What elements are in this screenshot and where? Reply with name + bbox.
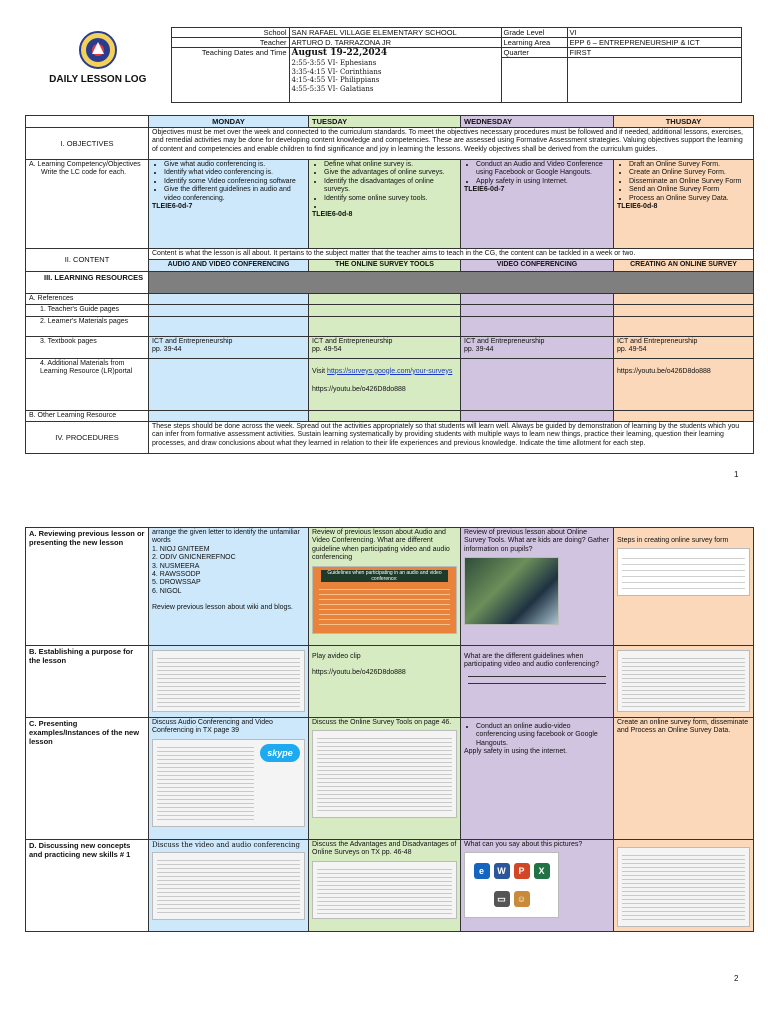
procedures-text: These steps should be done across the week. Spread out the activities appropriately so that students will learn well. Always be guided by demonstration of learning by the students which you can infer from formative assessment activities. Sustain learning systematically by providing students with multiple ways to learn new things, practice their learning, question their learning processes, and draw conclusions about what they learned in relation to their life experiences and previous knowledge. Indicate the time allotment for each step. bbox=[149, 421, 754, 453]
purpose-label: B. Establishing a purpose for the lesson bbox=[26, 646, 149, 718]
tb-label: 3. Textbook pages bbox=[26, 336, 149, 358]
presenting-text: Discuss Audio Conferencing and Video Conferencing in TX page 39 bbox=[152, 719, 273, 735]
blank-cell bbox=[149, 410, 309, 421]
purpose-wednesday bbox=[461, 646, 614, 718]
play-video-text: Play avideo clip bbox=[312, 653, 361, 660]
objective-item: • Draft an Online Survey Form. bbox=[629, 161, 750, 169]
advantages-image bbox=[617, 650, 750, 712]
blank-cell bbox=[309, 316, 461, 336]
time-slot: 2:55-3:55 VI- Ephesians bbox=[291, 58, 377, 67]
content-monday: AUDIO AND VIDEO CONFERENCING bbox=[149, 260, 309, 271]
quarter-label: Quarter bbox=[501, 48, 567, 58]
review-text: Review of previous lesson about Online Survey Tools. What are kids are doing? Gather information on pupils? bbox=[464, 529, 610, 553]
references-label: A. References bbox=[26, 293, 149, 304]
competency-thursday bbox=[614, 160, 754, 249]
discussing-text: Discuss the Advantages and Disadvantages of Online Surveys on TX pp. 46-48 bbox=[312, 841, 457, 857]
objectives-label: I. OBJECTIVES bbox=[26, 128, 149, 160]
textbook-title: ICT and Entrepreneurship bbox=[312, 337, 393, 345]
time-slot: 4:55-5:35 VI- Galatians bbox=[291, 85, 374, 94]
presenting-text: Discuss the Online Survey Tools on page 46. bbox=[312, 719, 452, 726]
presenting-thursday: Create an online survey form, disseminate and Process an Online Survey Data. bbox=[614, 718, 754, 840]
objective-item bbox=[324, 203, 457, 211]
lc-code: TLEIE6-0d-7 bbox=[464, 186, 505, 194]
people-icon: ☺ bbox=[514, 891, 530, 907]
laptop-icon: ▭ bbox=[494, 891, 510, 907]
day-header-wednesday: WEDNESDAY bbox=[461, 116, 614, 128]
content-text: Content is what the lesson is all about. It pertains to the subject matter that the teacher aims to teach in the CG, the content can be tackled in a week or two. bbox=[149, 249, 754, 260]
logo-cell bbox=[25, 28, 171, 103]
objective-item: • Process an Online Survey Data. bbox=[629, 195, 750, 203]
blank-cell bbox=[26, 116, 149, 128]
blank-cell bbox=[614, 305, 754, 316]
blank-cell bbox=[567, 58, 741, 103]
discussing-text: What can you say about this pictures? bbox=[464, 841, 583, 848]
discussing-monday bbox=[149, 840, 309, 932]
google-surveys-link[interactable]: https://surveys.google.com/your-surveys bbox=[327, 367, 453, 375]
conferencing-text-image bbox=[152, 650, 305, 712]
discussing-tuesday bbox=[309, 840, 461, 932]
guidelines-banner: Guidelines when participating in an audio and video conference: bbox=[321, 570, 448, 582]
objective-item: • Give what audio conferencing is. bbox=[164, 161, 305, 169]
day-header-thursday: THUSDAY bbox=[614, 116, 754, 128]
review-thursday bbox=[614, 528, 754, 646]
purpose-thursday bbox=[614, 646, 754, 718]
blank-cell bbox=[501, 58, 567, 103]
resources-gray-bar bbox=[149, 271, 754, 293]
objectives-text: Objectives must be met over the week and connected to the curriculum standards. To meet the objectives necessary procedures must be followed and if needed, additional lessons, exercises, and remedial activities may be done for developing content knowledge and competencies. These are assessed using Formative Assessment strategies. Valuing objectives support the learning of content and competencies and enable children to find significance and joy in learning the lessons. Weekly objectives shall be derived from the curriculum guides. bbox=[149, 128, 754, 160]
discussing-label: D. Discussing new concepts and practicing new skills # 1 bbox=[26, 840, 149, 932]
objective-item: • Send an Online Survey Form bbox=[629, 186, 750, 194]
presenting-end: Apply safety in using the internet. bbox=[464, 748, 568, 756]
additional-materials-thursday bbox=[614, 358, 754, 410]
visit-text: Visit bbox=[312, 367, 328, 375]
kids-photo bbox=[464, 557, 559, 625]
dates-value bbox=[289, 48, 501, 103]
blank-cell bbox=[461, 293, 614, 304]
blank-cell bbox=[461, 305, 614, 316]
am-label: 4. Additional Materials from Learning Resource (LR)portal bbox=[26, 358, 149, 410]
word-icon: W bbox=[494, 863, 510, 879]
skype-logo-icon: skype bbox=[260, 744, 300, 762]
objective-item: • Apply safety in using Internet. bbox=[476, 178, 610, 186]
competency-wednesday bbox=[461, 160, 614, 249]
competency-monday bbox=[149, 160, 309, 249]
blank-cell bbox=[149, 316, 309, 336]
guidelines-doc-image bbox=[152, 852, 305, 920]
competency-label-cell bbox=[26, 160, 149, 249]
advantages-doc-image bbox=[617, 847, 750, 927]
page-number: 1 bbox=[734, 470, 739, 479]
apps-collage-image bbox=[464, 852, 559, 918]
video-url: https://youtu.be/o426D8do888 bbox=[617, 367, 711, 375]
review-intro: arrange the given letter to identify the unfamiliar words bbox=[152, 529, 300, 545]
blank-cell bbox=[461, 410, 614, 421]
browser-icon: e bbox=[474, 863, 490, 879]
procedures-label: IV. PROCEDURES bbox=[26, 421, 149, 453]
textbook-title: ICT and Entrepreneurship bbox=[464, 337, 545, 345]
presenting-item: • Conduct an online audio-video conferencing using facebook or Google Hangouts. bbox=[476, 723, 610, 748]
teacher-label: Teacher bbox=[171, 38, 289, 48]
content-wednesday: VIDEO CONFERENCING bbox=[461, 260, 614, 271]
lesson-table-page1 bbox=[25, 115, 754, 454]
word-item: 4. RAWSSODP bbox=[152, 570, 201, 578]
tg-label: 1. Teacher's Guide pages bbox=[26, 305, 149, 316]
textbook-pages: pp. 49-54 bbox=[312, 345, 342, 353]
lm-label: 2. Learner's Materials pages bbox=[26, 316, 149, 336]
additional-materials-tuesday bbox=[309, 358, 461, 410]
school-label: School bbox=[171, 28, 289, 38]
resources-label: III. LEARNING RESOURCES bbox=[26, 271, 149, 293]
textbook-title: ICT and Entrepreneurship bbox=[152, 337, 233, 345]
discussing-text: Discuss the video and audio conferencing bbox=[152, 841, 300, 849]
presenting-wednesday bbox=[461, 718, 614, 840]
textbook-monday bbox=[149, 336, 309, 358]
blank-cell bbox=[149, 305, 309, 316]
content-thursday: CREATING AN ONLINE SURVEY bbox=[614, 260, 754, 271]
objective-item: • Give the advantages of online surveys. bbox=[324, 169, 457, 177]
competency-sublabel: Write the LC code for each. bbox=[41, 169, 127, 177]
competency-label: A. Learning Competency/Objectives bbox=[29, 161, 141, 168]
objective-item: • Conduct an Audio and Video Conference using Facebook or Google Hangouts. bbox=[476, 161, 610, 178]
video-url: https://youtu.be/o426D8do888 bbox=[312, 669, 406, 677]
deped-seal-icon bbox=[78, 30, 118, 70]
quarter-value: FIRST bbox=[567, 48, 741, 58]
school-value: SAN RAFAEL VILLAGE ELEMENTARY SCHOOL bbox=[289, 28, 501, 38]
review-monday bbox=[149, 528, 309, 646]
textbook-thursday bbox=[614, 336, 754, 358]
purpose-tuesday bbox=[309, 646, 461, 718]
header-table bbox=[25, 27, 742, 103]
textbook-tuesday bbox=[309, 336, 461, 358]
objective-item: • Disseminate an Online Survey Form bbox=[629, 178, 750, 186]
objective-item: • Identify what video conferencing is. bbox=[164, 169, 305, 177]
blank-cell bbox=[614, 293, 754, 304]
word-item: 6. NIGOL bbox=[152, 587, 182, 595]
objective-item: • Create an Online Survey Form. bbox=[629, 169, 750, 177]
lc-code: TLEIE6-0d-8 bbox=[312, 211, 353, 219]
objective-item: • Identify some Video conferencing software bbox=[164, 178, 305, 186]
time-slot: 3:35-4:15 VI- Corinthians bbox=[291, 67, 382, 76]
day-header-tuesday: TUESDAY bbox=[309, 116, 461, 128]
page-title: DAILY LESSON LOG bbox=[49, 73, 147, 85]
page-number: 2 bbox=[734, 974, 739, 983]
review-end: Review previous lesson about wiki and blogs. bbox=[152, 604, 293, 612]
textbook-pages: pp. 39-44 bbox=[152, 345, 182, 353]
blank-cell bbox=[461, 316, 614, 336]
purpose-monday bbox=[149, 646, 309, 718]
blank-cell bbox=[309, 293, 461, 304]
day-header-monday: MONDAY bbox=[149, 116, 309, 128]
presenting-label: C. Presenting examples/Instances of the new lesson bbox=[26, 718, 149, 840]
grade-value: VI bbox=[567, 28, 741, 38]
word-item: 5. DROWSSAP bbox=[152, 579, 201, 587]
grade-label: Grade Level bbox=[501, 28, 567, 38]
presenting-monday bbox=[149, 718, 309, 840]
discussing-wednesday bbox=[461, 840, 614, 932]
area-value: EPP 6 – ENTREPRENEURSHIP & ICT bbox=[567, 38, 741, 48]
word-item: 3. NUSMEERA bbox=[152, 562, 200, 570]
review-wednesday bbox=[461, 528, 614, 646]
presenting-tuesday bbox=[309, 718, 461, 840]
review-tuesday bbox=[309, 528, 461, 646]
lc-code: TLEIE6-0d-8 bbox=[617, 202, 658, 210]
conferencing-tools-image bbox=[152, 739, 305, 827]
objective-item: • Identify the disadvantages of online surveys. bbox=[324, 178, 457, 195]
blank-cell bbox=[149, 293, 309, 304]
dates-label: Teaching Dates and Time bbox=[171, 48, 289, 103]
review-text: Steps in creating online survey form bbox=[617, 537, 729, 544]
review-text: Review of previous lesson about Audio and Video Conferencing. What are different guideline when participating video and audio conferencing bbox=[312, 529, 450, 562]
excel-icon: X bbox=[534, 863, 550, 879]
blank-cell bbox=[149, 358, 309, 410]
content-label: II. CONTENT bbox=[26, 249, 149, 272]
textbook-pages: pp. 39-44 bbox=[464, 345, 494, 353]
blank-cell bbox=[309, 410, 461, 421]
textbook-wednesday bbox=[461, 336, 614, 358]
survey-doc-image bbox=[312, 861, 457, 919]
competency-tuesday bbox=[309, 160, 461, 249]
time-slot: 4:15-4:55 VI- Philippians bbox=[291, 76, 380, 85]
objective-item: • Define what online survey is. bbox=[324, 161, 457, 169]
review-label: A. Reviewing previous lesson or presenting the new lesson bbox=[26, 528, 149, 646]
other-resource-label: B. Other Learning Resource bbox=[26, 410, 149, 421]
lesson-table-page2 bbox=[25, 527, 754, 932]
objective-item: • Give the different guidelines in audio and video conferencing. bbox=[164, 186, 305, 203]
discussing-thursday bbox=[614, 840, 754, 932]
dates-title: August 19-22,2024 bbox=[291, 48, 388, 58]
guidelines-image bbox=[312, 566, 457, 634]
content-tuesday: THE ONLINE SURVEY TOOLS bbox=[309, 260, 461, 271]
objective-item: • Identify some online survey tools. bbox=[324, 195, 457, 203]
blank-cell bbox=[614, 316, 754, 336]
textbook-pages: pp. 49-54 bbox=[617, 345, 647, 353]
blank-cell bbox=[614, 410, 754, 421]
word-item: 2. ODIV GNICNEREFNOC bbox=[152, 554, 236, 562]
survey-steps-image bbox=[617, 548, 750, 596]
lc-code: TLEIE6-0d-7 bbox=[152, 202, 193, 210]
video-url: https://youtu.be/o426D8do888 bbox=[312, 385, 406, 393]
purpose-question: What are the different guidelines when participating video and audio conferencing? bbox=[464, 653, 600, 669]
word-item: 1. NIOJ GNITEEM bbox=[152, 545, 210, 553]
textbook-title: ICT and Entrepreneurship bbox=[617, 337, 698, 345]
area-label: Learning Area bbox=[501, 38, 567, 48]
powerpoint-icon: P bbox=[514, 863, 530, 879]
blank-cell bbox=[309, 305, 461, 316]
teacher-value: ARTURO D. TARRAZONA JR bbox=[289, 38, 501, 48]
survey-tools-image bbox=[312, 730, 457, 818]
blank-cell bbox=[461, 358, 614, 410]
